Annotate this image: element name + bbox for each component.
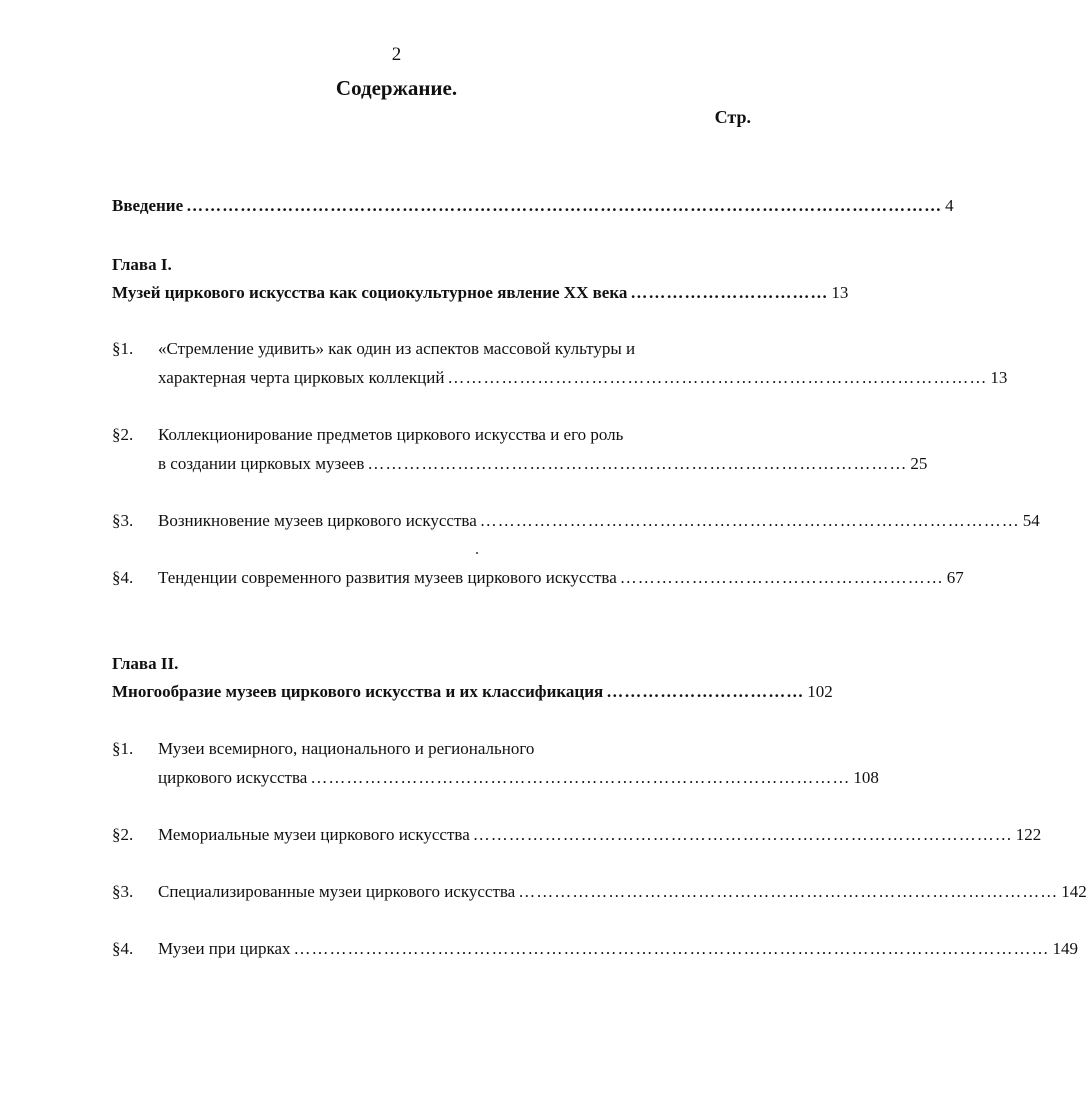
- toc-entry-label: Мемориальные музеи циркового искусства: [158, 825, 470, 844]
- toc-entry-chapter-2[interactable]: [112, 681, 833, 703]
- toc-entry-ch1-s4[interactable]: [158, 567, 964, 589]
- toc-page-number: 149: [1052, 939, 1078, 958]
- toc-page-number: 102: [807, 682, 833, 701]
- toc-entry-introduction[interactable]: [112, 195, 954, 217]
- toc-entry-label: Введение: [112, 196, 184, 215]
- toc-page-number: 54: [1022, 511, 1040, 530]
- toc-entry-line[interactable]: Музеи всемирного, национального и регионального: [158, 739, 535, 758]
- toc-entry-label: Музей циркового искусства как социокультурное явление XX века: [112, 283, 628, 302]
- toc-entry-label: Тенденции современного развития музеев циркового искусства: [158, 568, 617, 587]
- toc-entry-label: характерная черта цирковых коллекций: [158, 368, 445, 387]
- leader-dots: ………………………………………………………………………………: [447, 368, 988, 387]
- leader-dots: ………………………………………………………………………………………………………………: [293, 939, 1050, 958]
- leader-dots: ……………………………: [606, 682, 805, 701]
- page-number: 2: [391, 44, 402, 65]
- section-number: §3.: [112, 511, 134, 530]
- toc-entry-ch1-s1[interactable]: [158, 367, 1008, 389]
- toc-entry-ch1-s3[interactable]: [158, 510, 1040, 532]
- toc-page-number: 122: [1015, 825, 1042, 844]
- toc-entry-line[interactable]: Коллекционирование предметов циркового искусства и его роль: [158, 425, 624, 444]
- toc-entry-label: Многообразие музеев циркового искусства и их классификация: [112, 682, 604, 701]
- section-number: §2.: [112, 425, 134, 444]
- leader-dots: ………………………………………………………………………………: [518, 882, 1059, 901]
- toc-page-number: 67: [946, 568, 964, 587]
- toc-entry-ch2-s4[interactable]: [158, 938, 1078, 960]
- leader-dots: ………………………………………………: [619, 568, 944, 587]
- toc-entry-label: Музеи при цирках: [158, 939, 291, 958]
- toc-entry-label: в создании цирковых музеев: [158, 454, 365, 473]
- section-number: §1.: [112, 739, 134, 758]
- section-number: §4.: [112, 939, 134, 958]
- toc-page-number: 4: [945, 196, 954, 215]
- chapter-2-label: Глава II.: [112, 654, 179, 673]
- toc-page-number: 25: [910, 454, 928, 473]
- toc-entry-label: Возникновение музеев циркового искусства: [158, 511, 477, 530]
- toc-entry-line[interactable]: «Стремление удивить» как один из аспектов массовой культуры и: [158, 339, 636, 358]
- section-number: §4.: [112, 568, 134, 587]
- toc-entry-label: Специализированные музеи циркового искусства: [158, 882, 516, 901]
- leader-dots: ………………………………………………………………………………………………………………: [186, 196, 943, 215]
- section-number: §2.: [112, 825, 134, 844]
- leader-dots: ………………………………………………………………………………: [479, 511, 1020, 530]
- leader-dots: ………………………………………………………………………………: [310, 768, 851, 787]
- toc-entry-chapter-1[interactable]: [112, 282, 849, 304]
- toc-entry-ch2-s3[interactable]: [158, 881, 1087, 903]
- leader-dots: ……………………………: [630, 283, 829, 302]
- toc-page-number: 13: [990, 368, 1008, 387]
- toc-entry-ch1-s2[interactable]: [158, 453, 928, 475]
- toc-entry-ch2-s2[interactable]: [158, 824, 1042, 846]
- leader-dots: ………………………………………………………………………………: [472, 825, 1013, 844]
- leader-dots: ………………………………………………………………………………: [367, 454, 908, 473]
- scan-speck: [476, 552, 478, 554]
- page-column-header: Стр.: [714, 107, 751, 127]
- toc-page-number: 142: [1061, 882, 1087, 901]
- section-number: §3.: [112, 882, 134, 901]
- toc-entry-ch2-s1[interactable]: [158, 767, 879, 789]
- chapter-1-label: Глава I.: [112, 255, 172, 274]
- toc-page-number: 13: [831, 283, 849, 302]
- toc-entry-label: циркового искусства: [158, 768, 308, 787]
- section-number: §1.: [112, 339, 134, 358]
- toc-page-number: 108: [853, 768, 879, 787]
- page-title: Содержание.: [335, 76, 458, 100]
